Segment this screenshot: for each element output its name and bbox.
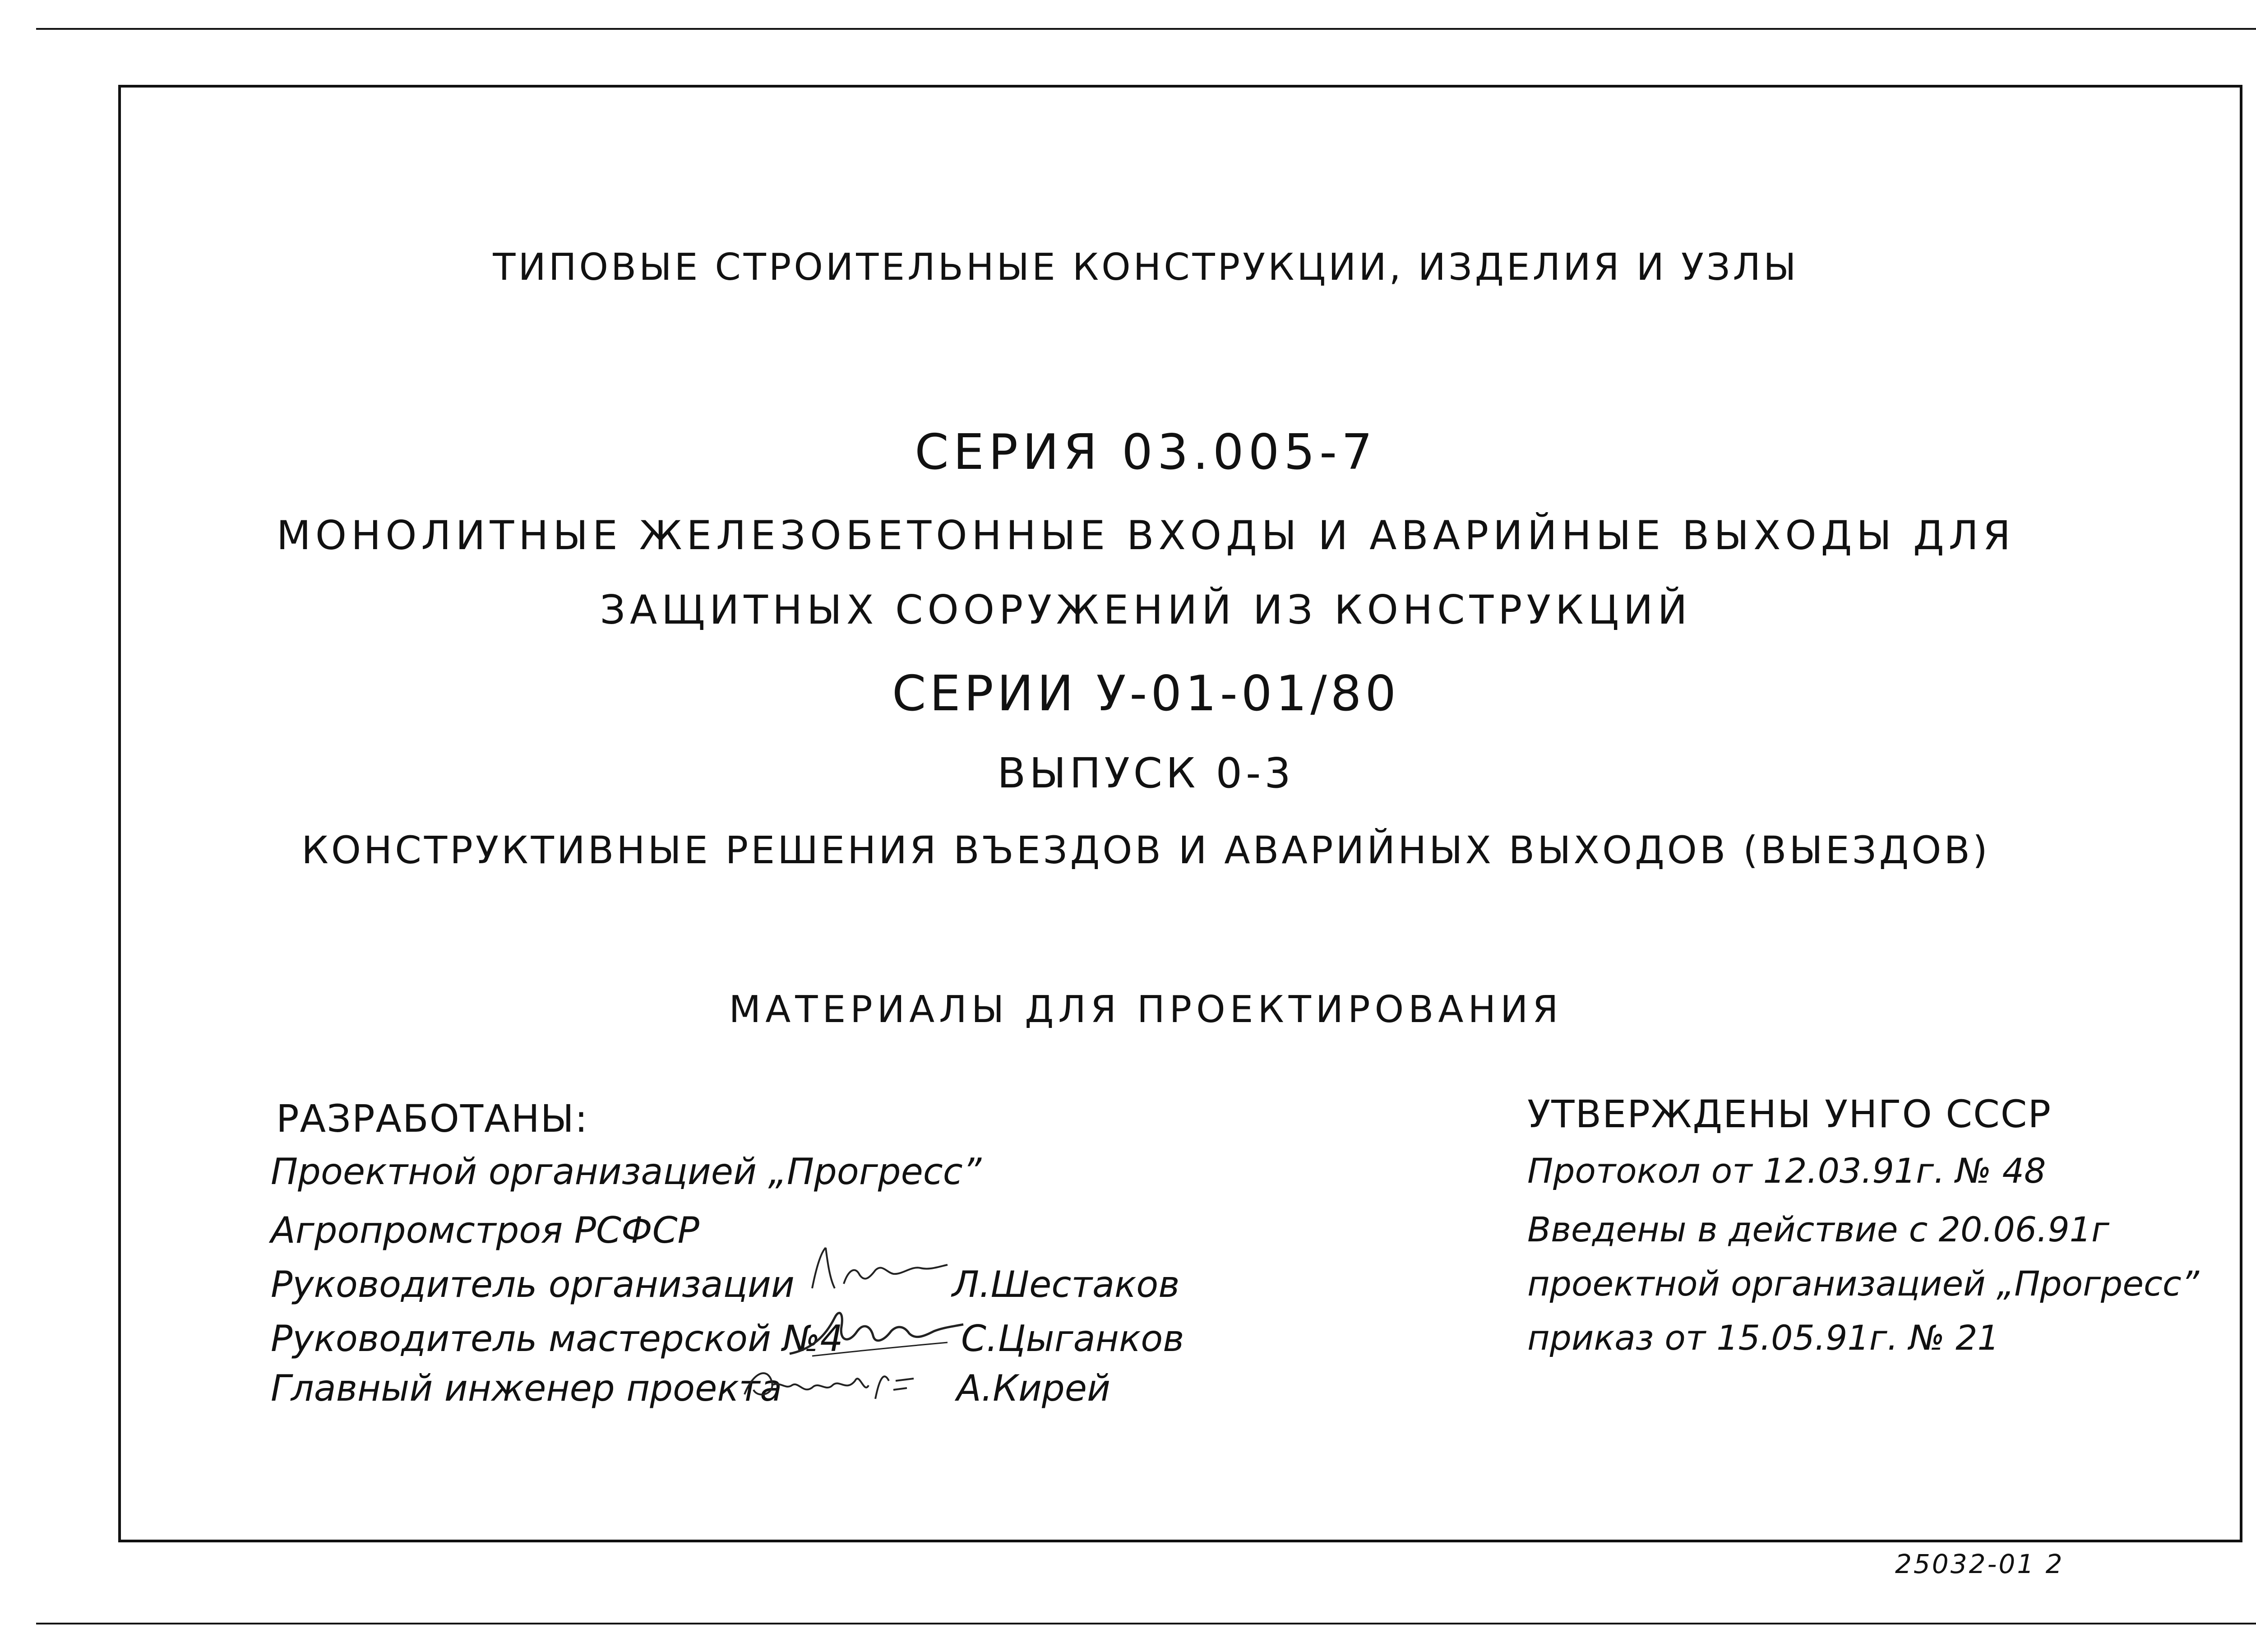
approved-heading: УТВЕРЖДЕНЫ УНГО СССР bbox=[1527, 1092, 2052, 1136]
approval-organization: проектной организацией „Прогресс” bbox=[1527, 1263, 2199, 1304]
sheet-bottom-edge bbox=[36, 1623, 2256, 1624]
series-title: СЕРИЯ 03.005-7 bbox=[915, 424, 1377, 481]
role-head-of-workshop: Руководитель мастерской №4 bbox=[271, 1318, 843, 1360]
approval-protocol: Протокол от 12.03.91г. № 48 bbox=[1527, 1151, 2046, 1191]
sheet-top-edge bbox=[36, 28, 2256, 30]
approval-effective-date: Введены в действие с 20.06.91г bbox=[1527, 1209, 2109, 1249]
title-line-1: МОНОЛИТНЫЕ ЖЕЛЕЗОБЕТОННЫЕ ВХОДЫ И АВАРИЙНЫЕ ВЫХОДЫ ДЛЯ bbox=[276, 512, 2016, 559]
series-reference: СЕРИИ У-01-01/80 bbox=[892, 666, 1400, 722]
subtitle: КОНСТРУКТИВНЫЕ РЕШЕНИЯ ВЪЕЗДОВ И АВАРИЙНЫХ ВЫХОДОВ (ВЫЕЗДОВ) bbox=[301, 828, 1990, 872]
role-head-of-organization: Руководитель организации bbox=[271, 1263, 795, 1305]
materials-label: МАТЕРИАЛЫ ДЛЯ ПРОЕКТИРОВАНИЯ bbox=[729, 988, 1563, 1031]
name-kirey: А.Кирей bbox=[957, 1367, 1110, 1409]
name-shestakov: Л.Шестаков bbox=[952, 1263, 1180, 1305]
document-heading: ТИПОВЫЕ СТРОИТЕЛЬНЫЕ КОНСТРУКЦИИ, ИЗДЕЛИЯ И УЗЛЫ bbox=[493, 246, 1799, 289]
signature-kirey bbox=[740, 1354, 920, 1415]
developed-line-1: Проектной организацией „Прогресс” bbox=[271, 1151, 982, 1193]
sheet-number: 25032-01 2 bbox=[1895, 1549, 2064, 1579]
developed-line-2: Агропромстроя РСФСР bbox=[271, 1209, 699, 1251]
title-line-2: ЗАЩИТНЫХ СООРУЖЕНИЙ ИЗ КОНСТРУКЦИЙ bbox=[600, 587, 1692, 633]
developed-heading: РАЗРАБОТАНЫ: bbox=[276, 1097, 589, 1141]
signature-shestakov bbox=[803, 1239, 952, 1300]
role-chief-engineer: Главный инженер проекта bbox=[271, 1367, 782, 1409]
issue-number: ВЫПУСК 0-3 bbox=[997, 749, 1294, 797]
approval-order: приказ от 15.05.91г. № 21 bbox=[1527, 1318, 1999, 1358]
name-tsygankov: С.Цыганков bbox=[961, 1318, 1184, 1360]
